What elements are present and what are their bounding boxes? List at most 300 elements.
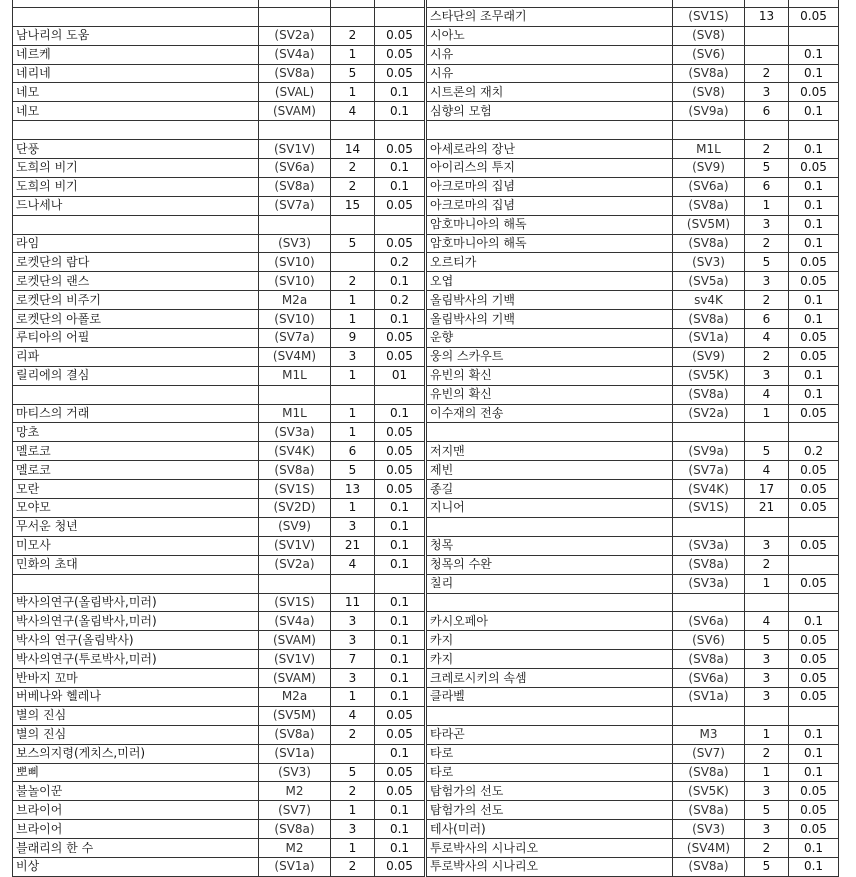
table-row <box>427 574 839 593</box>
price-cell: 0.1 <box>789 196 839 215</box>
quantity-cell <box>331 121 375 140</box>
price-cell: 0.05 <box>789 461 839 480</box>
quantity-cell <box>331 574 375 593</box>
quantity-cell: 5 <box>745 801 789 820</box>
card-name-cell: 미모사 <box>13 536 259 555</box>
card-name-cell: 드나세나 <box>13 196 259 215</box>
card-name-cell: 모란 <box>13 480 259 499</box>
price-cell: 0.1 <box>375 650 425 669</box>
set-code-cell <box>259 121 331 140</box>
set-code-cell: (SV1V) <box>259 650 331 669</box>
quantity-cell: 2 <box>331 782 375 801</box>
table-row <box>427 631 839 650</box>
table-row <box>13 763 425 782</box>
set-code-cell: (SV8) <box>673 26 745 45</box>
table-row <box>13 404 425 423</box>
price-cell: 0.05 <box>789 159 839 178</box>
set-code-cell: (SV7) <box>259 801 331 820</box>
price-cell <box>375 7 425 26</box>
price-cell: 0.05 <box>789 669 839 688</box>
card-name-cell: 브라이어 <box>13 801 259 820</box>
card-name-cell: 오엽 <box>427 272 673 291</box>
set-code-cell: (SV6a) <box>259 159 331 178</box>
price-cell: 0.1 <box>375 839 425 858</box>
table-row <box>13 423 425 442</box>
quantity-cell: 5 <box>745 159 789 178</box>
card-name-cell: 민화의 초대 <box>13 555 259 574</box>
table-row <box>13 669 425 688</box>
quantity-cell <box>331 0 375 7</box>
quantity-cell <box>745 0 789 7</box>
card-name-cell: 릴리에의 결심 <box>13 366 259 385</box>
table-row <box>427 64 839 83</box>
set-code-cell: (SV5K) <box>673 782 745 801</box>
card-name-cell: 리파 <box>13 347 259 366</box>
card-name-cell: 도희의 비기 <box>13 177 259 196</box>
quantity-cell: 2 <box>331 857 375 876</box>
table-row <box>427 839 839 858</box>
quantity-cell: 5 <box>745 631 789 650</box>
price-cell: 0.05 <box>375 480 425 499</box>
set-code-cell: M2 <box>259 839 331 858</box>
set-code-cell: (SV8a) <box>673 650 745 669</box>
table-row <box>427 650 839 669</box>
table-row <box>13 64 425 83</box>
card-name-cell <box>427 423 673 442</box>
set-code-cell: (SV7a) <box>259 196 331 215</box>
table-row <box>427 215 839 234</box>
table-row <box>427 0 839 7</box>
table-row <box>427 480 839 499</box>
card-name-cell <box>13 385 259 404</box>
set-code-cell <box>259 574 331 593</box>
price-cell: 0.05 <box>789 347 839 366</box>
table-row <box>427 329 839 348</box>
table-row <box>13 839 425 858</box>
price-cell: 0.1 <box>375 820 425 839</box>
set-code-cell: sv4K <box>673 291 745 310</box>
table-row <box>427 121 839 140</box>
table-row <box>427 423 839 442</box>
set-code-cell: (SV7a) <box>259 329 331 348</box>
quantity-cell: 2 <box>745 234 789 253</box>
quantity-cell: 5 <box>331 461 375 480</box>
card-name-cell <box>427 593 673 612</box>
right-card-table <box>426 0 839 877</box>
set-code-cell: (SV1a) <box>259 857 331 876</box>
card-name-cell: 저지맨 <box>427 442 673 461</box>
quantity-cell: 13 <box>331 480 375 499</box>
set-code-cell: M2a <box>259 291 331 310</box>
price-cell: 0.1 <box>375 159 425 178</box>
price-cell: 0.2 <box>375 291 425 310</box>
table-row <box>427 177 839 196</box>
card-name-cell: 보스의지령(게치스,미러) <box>13 744 259 763</box>
set-code-cell: (SV7a) <box>673 461 745 480</box>
quantity-cell: 3 <box>745 366 789 385</box>
card-name-cell: 시트론의 재치 <box>427 83 673 102</box>
table-row <box>427 310 839 329</box>
card-name-cell: 네모 <box>13 83 259 102</box>
quantity-cell: 2 <box>745 347 789 366</box>
set-code-cell: (SV1S) <box>673 499 745 518</box>
set-code-cell: (SV1a) <box>673 329 745 348</box>
set-code-cell: (SV4M) <box>259 347 331 366</box>
set-code-cell: (SV1V) <box>259 536 331 555</box>
card-name-cell: 별의 진심 <box>13 725 259 744</box>
table-row <box>427 744 839 763</box>
table-row <box>427 442 839 461</box>
table-row <box>427 706 839 725</box>
table-row <box>427 347 839 366</box>
set-code-cell: (SV3) <box>673 820 745 839</box>
card-name-cell: 브라이어 <box>13 820 259 839</box>
quantity-cell: 21 <box>331 536 375 555</box>
price-cell <box>375 0 425 7</box>
set-code-cell: (SV1V) <box>259 140 331 159</box>
quantity-cell: 2 <box>331 177 375 196</box>
set-code-cell: (SV8a) <box>673 64 745 83</box>
quantity-cell: 3 <box>331 517 375 536</box>
quantity-cell <box>745 45 789 64</box>
table-row <box>427 669 839 688</box>
set-code-cell: (SV7) <box>673 744 745 763</box>
quantity-cell: 14 <box>331 140 375 159</box>
price-cell: 0.1 <box>789 215 839 234</box>
card-name-cell: 아크로마의 집념 <box>427 196 673 215</box>
table-row <box>427 499 839 518</box>
table-row <box>427 555 839 574</box>
card-name-cell: 투로박사의 시나리오 <box>427 839 673 858</box>
set-code-cell: (SV8a) <box>673 196 745 215</box>
table-row <box>13 820 425 839</box>
price-cell: 0.1 <box>375 404 425 423</box>
price-cell: 0.1 <box>375 687 425 706</box>
price-cell: 0.1 <box>375 517 425 536</box>
quantity-cell <box>331 215 375 234</box>
price-cell: 0.05 <box>375 140 425 159</box>
quantity-cell: 4 <box>331 555 375 574</box>
quantity-cell <box>745 517 789 536</box>
price-cell: 0.05 <box>375 706 425 725</box>
quantity-cell: 17 <box>745 480 789 499</box>
set-code-cell: (SV4a) <box>259 612 331 631</box>
quantity-cell: 3 <box>745 650 789 669</box>
price-cell <box>789 121 839 140</box>
card-name-cell: 불놀이꾼 <box>13 782 259 801</box>
price-cell: 0.05 <box>375 857 425 876</box>
set-code-cell: (SVAM) <box>259 102 331 121</box>
quantity-cell: 2 <box>745 555 789 574</box>
card-name-cell: 네리네 <box>13 64 259 83</box>
set-code-cell: (SV3a) <box>673 536 745 555</box>
price-cell: 0.05 <box>789 687 839 706</box>
price-cell: 0.05 <box>789 480 839 499</box>
card-name-cell: 올림박사의 기백 <box>427 310 673 329</box>
table-row <box>13 366 425 385</box>
quantity-cell: 1 <box>331 423 375 442</box>
quantity-cell: 1 <box>745 196 789 215</box>
price-cell: 0.05 <box>375 725 425 744</box>
set-code-cell: (SV3a) <box>673 574 745 593</box>
table-row <box>13 83 425 102</box>
table-row <box>427 801 839 820</box>
table-row <box>427 140 839 159</box>
set-code-cell: (SV1S) <box>259 480 331 499</box>
card-name-cell: 로켓단의 랜스 <box>13 272 259 291</box>
card-name-cell: 웅의 스카우트 <box>427 347 673 366</box>
card-name-cell <box>427 517 673 536</box>
price-cell <box>789 706 839 725</box>
table-row <box>427 272 839 291</box>
card-name-cell: 타로 <box>427 763 673 782</box>
card-name-cell: 망초 <box>13 423 259 442</box>
price-cell: 0.1 <box>375 536 425 555</box>
table-row <box>427 687 839 706</box>
table-row <box>13 536 425 555</box>
card-name-cell: 이수재의 전송 <box>427 404 673 423</box>
price-cell: 0.1 <box>789 177 839 196</box>
card-name-cell <box>427 0 673 7</box>
quantity-cell: 13 <box>745 7 789 26</box>
set-code-cell: (SV6a) <box>673 669 745 688</box>
quantity-cell: 6 <box>745 102 789 121</box>
price-cell: 0.05 <box>375 461 425 480</box>
set-code-cell <box>259 215 331 234</box>
card-name-cell: 마티스의 거래 <box>13 404 259 423</box>
set-code-cell: (SVAL) <box>259 83 331 102</box>
card-name-cell <box>13 0 259 7</box>
quantity-cell: 4 <box>745 612 789 631</box>
card-name-cell: 종길 <box>427 480 673 499</box>
quantity-cell: 9 <box>331 329 375 348</box>
table-row <box>13 555 425 574</box>
quantity-cell: 2 <box>331 725 375 744</box>
set-code-cell: (SV8a) <box>673 385 745 404</box>
card-name-cell: 스타단의 조무래기 <box>427 7 673 26</box>
table-row <box>13 687 425 706</box>
quantity-cell: 2 <box>331 272 375 291</box>
quantity-cell: 4 <box>331 102 375 121</box>
table-row <box>13 347 425 366</box>
table-row <box>13 801 425 820</box>
table-row <box>427 857 839 876</box>
quantity-cell: 1 <box>331 839 375 858</box>
set-code-cell: (SV1S) <box>673 7 745 26</box>
set-code-cell: (SV8a) <box>259 461 331 480</box>
quantity-cell: 3 <box>745 782 789 801</box>
price-cell: 0.1 <box>375 612 425 631</box>
quantity-cell: 2 <box>331 26 375 45</box>
card-name-cell: 네모 <box>13 102 259 121</box>
price-cell: 0.05 <box>375 64 425 83</box>
quantity-cell: 1 <box>745 725 789 744</box>
set-code-cell: (SV8a) <box>259 177 331 196</box>
card-name-cell: 박사의연구(투로박사,미러) <box>13 650 259 669</box>
card-name-cell: 남나리의 도움 <box>13 26 259 45</box>
card-name-cell <box>13 215 259 234</box>
price-cell <box>789 26 839 45</box>
price-cell: 0.1 <box>375 801 425 820</box>
card-name-cell: 박사의연구(올림박사,미러) <box>13 612 259 631</box>
table-row <box>13 782 425 801</box>
card-name-cell: 별의 진심 <box>13 706 259 725</box>
card-name-cell: 카지 <box>427 650 673 669</box>
table-row <box>13 593 425 612</box>
quantity-cell: 6 <box>745 177 789 196</box>
quantity-cell: 3 <box>745 669 789 688</box>
card-name-cell: 암호마니아의 해독 <box>427 215 673 234</box>
quantity-cell: 3 <box>745 820 789 839</box>
set-code-cell: (SV9) <box>673 159 745 178</box>
price-cell: 0.05 <box>375 196 425 215</box>
table-row <box>427 725 839 744</box>
card-name-cell: 로켓단의 비주기 <box>13 291 259 310</box>
table-row <box>13 499 425 518</box>
price-cell: 0.05 <box>789 782 839 801</box>
card-name-cell: 모야모 <box>13 499 259 518</box>
set-code-cell: (SV4M) <box>673 839 745 858</box>
card-name-cell: 유빈의 확신 <box>427 366 673 385</box>
set-code-cell <box>673 0 745 7</box>
card-name-cell: 로켓단의 아폴로 <box>13 310 259 329</box>
price-cell <box>789 423 839 442</box>
card-name-cell: 투로박사의 시나리오 <box>427 857 673 876</box>
card-name-cell: 뽀삐 <box>13 763 259 782</box>
set-code-cell: (SV5M) <box>673 215 745 234</box>
set-code-cell: (SV1a) <box>259 744 331 763</box>
table-row <box>13 310 425 329</box>
set-code-cell: (SV1a) <box>673 687 745 706</box>
price-cell <box>789 0 839 7</box>
quantity-cell: 5 <box>331 234 375 253</box>
card-name-cell <box>427 706 673 725</box>
card-name-cell: 지니어 <box>427 499 673 518</box>
set-code-cell: (SV1S) <box>259 593 331 612</box>
set-code-cell <box>673 517 745 536</box>
table-row <box>427 83 839 102</box>
price-cell: 0.05 <box>789 329 839 348</box>
table-row <box>427 612 839 631</box>
table-row <box>13 7 425 26</box>
price-cell: 0.1 <box>375 593 425 612</box>
price-cell: 0.1 <box>789 234 839 253</box>
card-name-cell: 아이리스의 투지 <box>427 159 673 178</box>
quantity-cell: 2 <box>745 291 789 310</box>
price-cell: 0.1 <box>789 140 839 159</box>
set-code-cell <box>673 423 745 442</box>
table-row <box>427 102 839 121</box>
table-row <box>13 140 425 159</box>
price-cell: 0.05 <box>789 801 839 820</box>
card-name-cell: 아세로라의 장난 <box>427 140 673 159</box>
card-name-cell: 크레로시키의 속셈 <box>427 669 673 688</box>
quantity-cell: 2 <box>745 140 789 159</box>
set-code-cell: (SV8a) <box>259 64 331 83</box>
card-name-cell: 암호마니아의 해독 <box>427 234 673 253</box>
quantity-cell: 15 <box>331 196 375 215</box>
set-code-cell: (SV5M) <box>259 706 331 725</box>
set-code-cell: (SV6) <box>673 631 745 650</box>
table-row <box>13 574 425 593</box>
quantity-cell <box>331 744 375 763</box>
set-code-cell: (SV8a) <box>259 725 331 744</box>
quantity-cell: 6 <box>331 442 375 461</box>
quantity-cell: 1 <box>331 291 375 310</box>
set-code-cell: (SV8a) <box>673 234 745 253</box>
table-row <box>427 461 839 480</box>
card-name-cell: 타로 <box>427 744 673 763</box>
price-cell: 0.1 <box>789 64 839 83</box>
table-row <box>13 215 425 234</box>
set-code-cell: (SV8a) <box>259 820 331 839</box>
table-row <box>13 253 425 272</box>
table-row <box>13 0 425 7</box>
card-name-cell: 유빈의 확신 <box>427 385 673 404</box>
set-code-cell: (SV8a) <box>673 310 745 329</box>
price-cell <box>789 555 839 574</box>
set-code-cell: (SV6) <box>673 45 745 64</box>
quantity-cell: 3 <box>331 669 375 688</box>
quantity-cell: 1 <box>331 687 375 706</box>
quantity-cell: 7 <box>331 650 375 669</box>
table-row <box>13 159 425 178</box>
price-cell: 0.1 <box>789 839 839 858</box>
quantity-cell: 1 <box>331 499 375 518</box>
card-name-cell <box>13 7 259 26</box>
table-row <box>13 631 425 650</box>
table-row <box>13 612 425 631</box>
price-cell: 0.1 <box>375 310 425 329</box>
price-cell: 0.05 <box>375 763 425 782</box>
card-name-cell: 운향 <box>427 329 673 348</box>
quantity-cell <box>745 26 789 45</box>
table-row <box>427 26 839 45</box>
set-code-cell: M1L <box>259 366 331 385</box>
quantity-cell: 3 <box>331 612 375 631</box>
price-cell: 0.1 <box>375 272 425 291</box>
card-name-cell: 시아노 <box>427 26 673 45</box>
price-cell <box>375 574 425 593</box>
card-name-cell: 탐험가의 선도 <box>427 801 673 820</box>
set-code-cell: (SV8) <box>673 83 745 102</box>
card-name-cell: 시유 <box>427 45 673 64</box>
table-row <box>427 7 839 26</box>
table-row <box>13 706 425 725</box>
price-cell: 0.1 <box>375 744 425 763</box>
price-cell: 0.05 <box>375 45 425 64</box>
set-code-cell <box>673 121 745 140</box>
table-row <box>427 196 839 215</box>
set-code-cell <box>259 385 331 404</box>
quantity-cell <box>745 121 789 140</box>
card-name-cell: 클라벨 <box>427 687 673 706</box>
table-row <box>13 725 425 744</box>
set-code-cell: (SV10) <box>259 253 331 272</box>
price-cell: 0.1 <box>375 631 425 650</box>
quantity-cell: 21 <box>745 499 789 518</box>
card-name-cell: 무서운 청년 <box>13 517 259 536</box>
card-name-cell <box>13 121 259 140</box>
set-code-cell <box>259 7 331 26</box>
table-row <box>13 517 425 536</box>
quantity-cell: 3 <box>745 536 789 555</box>
table-row <box>13 857 425 876</box>
quantity-cell: 3 <box>331 347 375 366</box>
set-code-cell: (SV8a) <box>673 857 745 876</box>
set-code-cell: M3 <box>673 725 745 744</box>
table-row <box>427 536 839 555</box>
